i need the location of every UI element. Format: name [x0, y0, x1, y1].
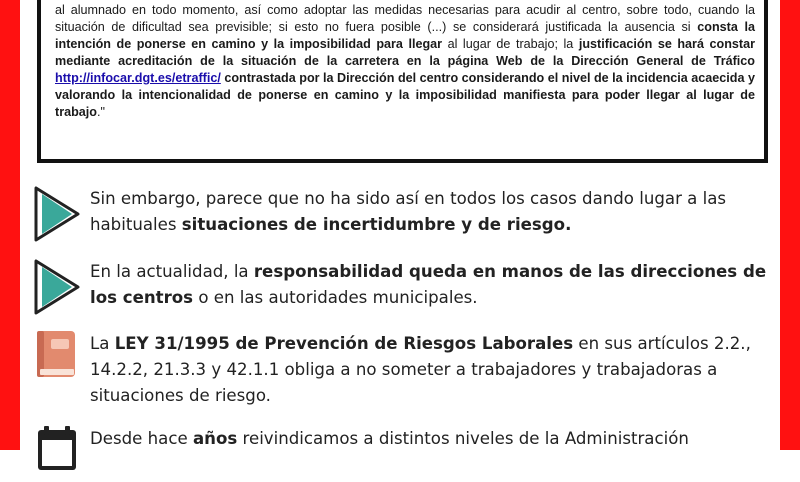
quote-box — [37, 0, 768, 163]
bullet-text — [90, 426, 770, 452]
bullet-text-plain: reivindicamos a distintos niveles de la Administración — [237, 429, 689, 448]
quote-line: ausencia si — [624, 20, 698, 34]
bullet-text-plain: Sin embargo, parece que no ha sido así en todos los casos dando lugar a las habituales — [90, 189, 727, 234]
quote-bold: y la imposibilidad manifiesta para poder llegar al lugar de trabajo — [55, 88, 756, 119]
quote-bold: considerando el nivel de la incidencia acaecida y valorando la intencionalidad de ponerse en camino — [55, 71, 756, 102]
bullet-text-bold: LEY 31/1995 de Prevención de Riesgos Laborales — [114, 334, 574, 353]
quote-text — [55, 2, 755, 121]
bullet-text-bold: situaciones de incertidumbre y de riesgo. — [181, 215, 572, 234]
bullet-text — [90, 259, 770, 311]
red-frame-left — [0, 0, 20, 450]
book-icon — [34, 331, 80, 387]
quote-line: al lugar de trabajo; — [442, 37, 558, 51]
bullet-text-bold: responsabilidad queda en manos de las direcciones de los centros — [90, 262, 767, 307]
arrow-icon — [34, 259, 80, 315]
quote-line: ." — [97, 105, 105, 119]
bullet-text-plain: en sus artículos 2.2., 14.2.2, 21.3.3 y 42.1.1 obliga a no someter a trabajadores y trabajadoras a situaciones de riesgo. — [90, 334, 751, 405]
quote-bold: justificación se hará constar mediante acreditación de la situación de la carretera en la página Web — [55, 37, 755, 68]
quote-line: cuando la situación de dificultad sea previsible; si esto no fuera posible (...) se considerará justificada la — [55, 3, 756, 34]
calendar-icon — [34, 426, 80, 482]
dgt-link[interactable]: http://infocar.dgt.es/etraffic/ — [55, 71, 221, 85]
quote-bold: consta la intención de ponerse en camino y la imposibilidad para llegar — [55, 20, 756, 51]
red-frame-right — [780, 0, 800, 450]
quote-line: la — [563, 37, 579, 51]
bullet-text-plain: Desde hace — [90, 429, 193, 448]
bullet-text — [90, 186, 770, 238]
bullet-text-plain: o en las autoridades municipales. — [193, 288, 478, 307]
quote-bold: contrastada por la Dirección del centro — [220, 71, 459, 85]
bullet-text-bold: años — [192, 429, 238, 448]
arrow-icon — [34, 186, 80, 242]
quote-bold: de la Dirección General de Tráfico — [530, 54, 755, 68]
bullet-text-plain: En la actualidad, la — [90, 262, 254, 281]
quote-line: al alumnado en todo momento, así como adoptar las medidas necesarias para acudir al centro, sobre todo, — [55, 3, 692, 17]
bullet-text-plain: La — [90, 334, 115, 353]
bullet-text — [90, 331, 770, 409]
